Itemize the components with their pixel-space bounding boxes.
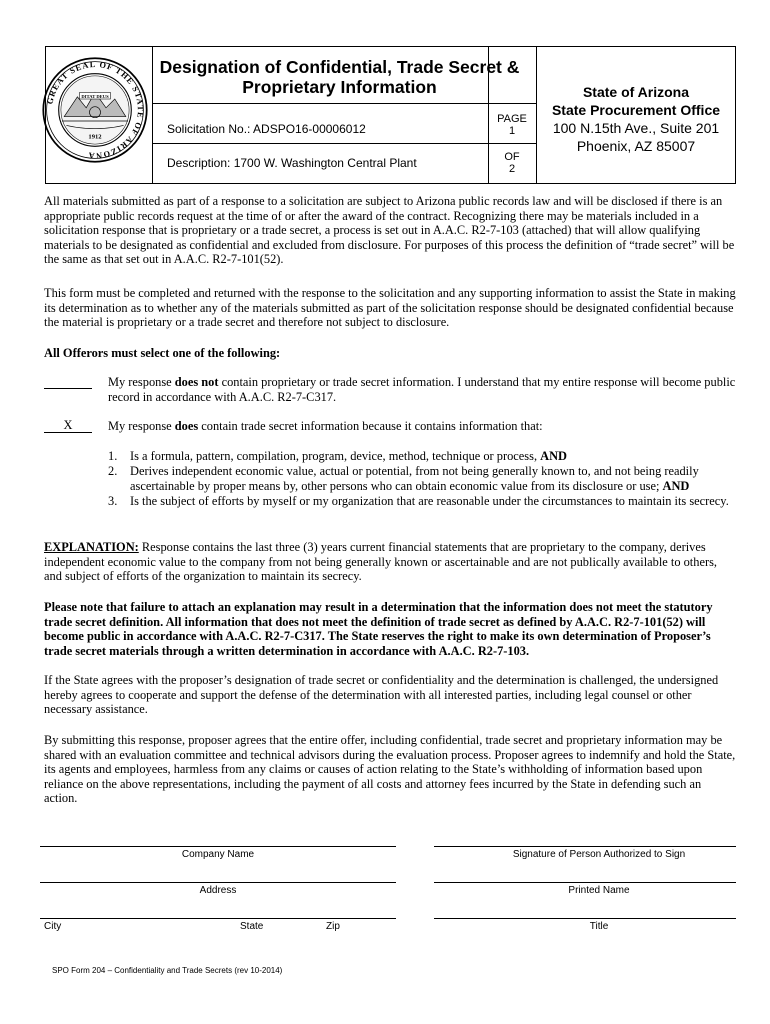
option2-text xyxy=(108,419,736,434)
option1-text xyxy=(108,375,736,404)
company-name-label: Company Name xyxy=(181,849,255,860)
office-city: Phoenix, AZ 85007 xyxy=(576,138,696,154)
list-text xyxy=(130,494,736,509)
cooperation-paragraph: If the State agrees with the proposer’s designation of trade secret or confidentiality and the determination is challenged, the undersigned hereby agrees to cooperate and support the defense of the determination with all interested parties, including legal counsel or other necessary assistance. xyxy=(44,673,719,717)
address-label: Address xyxy=(199,885,237,896)
select-heading: All Offerors must select one of the following: xyxy=(44,346,281,360)
signature-label: Signature of Person Authorized to Sign xyxy=(512,849,686,860)
explanation xyxy=(44,540,736,584)
intro-paragraph: All materials submitted as part of a response to a solicitation are subject to Arizona public records law and will be disclosed if there is an appropriate public records request at the time of or after the award of the contract. Recognizing there may be materials included in a solicitation response that is proprietary or a trade secret, a process is set out in A.A.C. R2-7-103 (attached) that will allow qualifying materials to be designated as confidential and excluded from disclosure. For purposes of this process the definition of “trade secret” will be the same as that set out in A.A.C. R2-7-101(52). xyxy=(44,194,735,267)
zip-label: Zip xyxy=(326,921,340,932)
list-text-body: Is the subject of efforts by myself or my organization that are reasonable under the circumstances to maintain its secrecy. xyxy=(130,494,729,508)
header-divider xyxy=(152,103,536,104)
city-state-zip-line[interactable] xyxy=(40,918,396,919)
state-label: State xyxy=(240,921,264,932)
purpose-paragraph: This form must be completed and returned with the response to the solicitation and any supporting information to assist the State in making its determination as to whether any of the materials submitted as part of the solicitation response should be designated confidential because the material is proprietary or a trade secret and therefore not subject to disclosure. xyxy=(44,286,736,330)
city-label: City xyxy=(44,921,62,932)
seal-motto: DITAT DEUS xyxy=(81,93,109,99)
page-number: 1 xyxy=(508,125,516,137)
list-text-body: Is a formula, pattern, compilation, program, device, method, technique or process, xyxy=(130,449,541,463)
list-text xyxy=(130,464,736,493)
option1-bold: does not xyxy=(174,375,219,389)
signature-line[interactable] xyxy=(434,846,736,847)
option1-pre: My response xyxy=(108,375,175,389)
form-title-line2: Proprietary Information xyxy=(242,77,437,97)
option1-checkbox[interactable] xyxy=(44,374,92,389)
explanation-label: EXPLANATION: xyxy=(44,540,139,554)
office-state: State of Arizona xyxy=(582,84,690,100)
solicitation-number: Solicitation No.: ADSPO16-00006012 xyxy=(167,122,366,136)
seal-year: 1912 xyxy=(88,133,102,141)
list-number: 2. xyxy=(108,464,118,478)
list-text-bold: AND xyxy=(662,478,690,493)
page-total: 2 xyxy=(508,163,516,175)
notice-paragraph: Please note that failure to attach an explanation may result in a determination that the information does not meet the statutory trade secret definition. All information that does not meet the definition of trade secret as defined by A.A.C. R2-7-101(52) will become public in accordance with A.A.C. R2-7-C317. The State reserves the right to make its own determination of Proposer’s trade secret materials through a written determination in accordance with A.A.C. R2-7-103. xyxy=(44,600,713,658)
title-label: Title xyxy=(589,921,609,932)
printed-name-line[interactable] xyxy=(434,882,736,883)
office-name: State Procurement Office xyxy=(551,102,721,118)
form-title-line1: Designation of Confidential, Trade Secret & xyxy=(159,57,520,77)
list-number: 3. xyxy=(108,494,118,508)
company-name-line[interactable] xyxy=(40,846,396,847)
option2-checkbox[interactable]: X xyxy=(44,418,92,433)
list-text-bold: AND xyxy=(540,449,567,463)
header-divider xyxy=(152,143,536,144)
form-header xyxy=(45,46,736,184)
form-title xyxy=(152,57,527,97)
title-line[interactable] xyxy=(434,918,736,919)
arizona-state-seal xyxy=(40,55,150,165)
explanation-text: Response contains the last three (3) years current financial statements that are proprietary to the company, derives independent economic value to the company from not being generally known or ascertainable and are not publically available to others, and subject of efforts of the organization to maintain its secrecy. xyxy=(44,540,717,584)
option2-bold: does xyxy=(174,419,199,433)
address-line[interactable] xyxy=(40,882,396,883)
option2-post: contain trade secret information because it contains information that: xyxy=(198,419,543,433)
page-label: PAGE xyxy=(497,113,527,125)
list-number: 1. xyxy=(108,449,118,463)
list-text xyxy=(130,449,736,464)
printed-name-label: Printed Name xyxy=(568,885,630,896)
indemnity-paragraph: By submitting this response, proposer agrees that the entire offer, including confidential, trade secret and proprietary information may be shared with an evaluation committee and technical advisors during the evaluation process. Proposer agrees to indemnify and hold the State, its agents and employees, harmless from any claims or causes of action relating to the State’s withholding of information based upon reliance on the above representations, including the payment of all costs and attorney fees incurred by the State in defending such an action. xyxy=(44,733,736,806)
page-indicator xyxy=(488,113,536,137)
option2-pre: My response xyxy=(108,419,175,433)
form-footer: SPO Form 204 – Confidentiality and Trade Secrets (rev 10-2014) xyxy=(52,966,283,975)
solicitation-description: Description: 1700 W. Washington Central Plant xyxy=(167,156,417,170)
office-street: 100 N.15th Ave., Suite 201 xyxy=(552,120,720,136)
list-text-body: Derives independent economic value, actual or potential, from not being generally known to, and not being readily ascertainable by proper means by, other persons who can obtain economic value from its disclosure or use; xyxy=(130,464,699,493)
office-address xyxy=(536,83,736,155)
seal-ring-text: GREAT SEAL OF THE STATE OF ARIZONA xyxy=(45,60,145,161)
option1-post: contain proprietary or trade secret information. I understand that my entire response will become public record in accordance with A.A.C. R2-7-C317. xyxy=(108,375,736,404)
of-label: OF xyxy=(504,151,520,163)
page-total-indicator xyxy=(488,151,536,175)
